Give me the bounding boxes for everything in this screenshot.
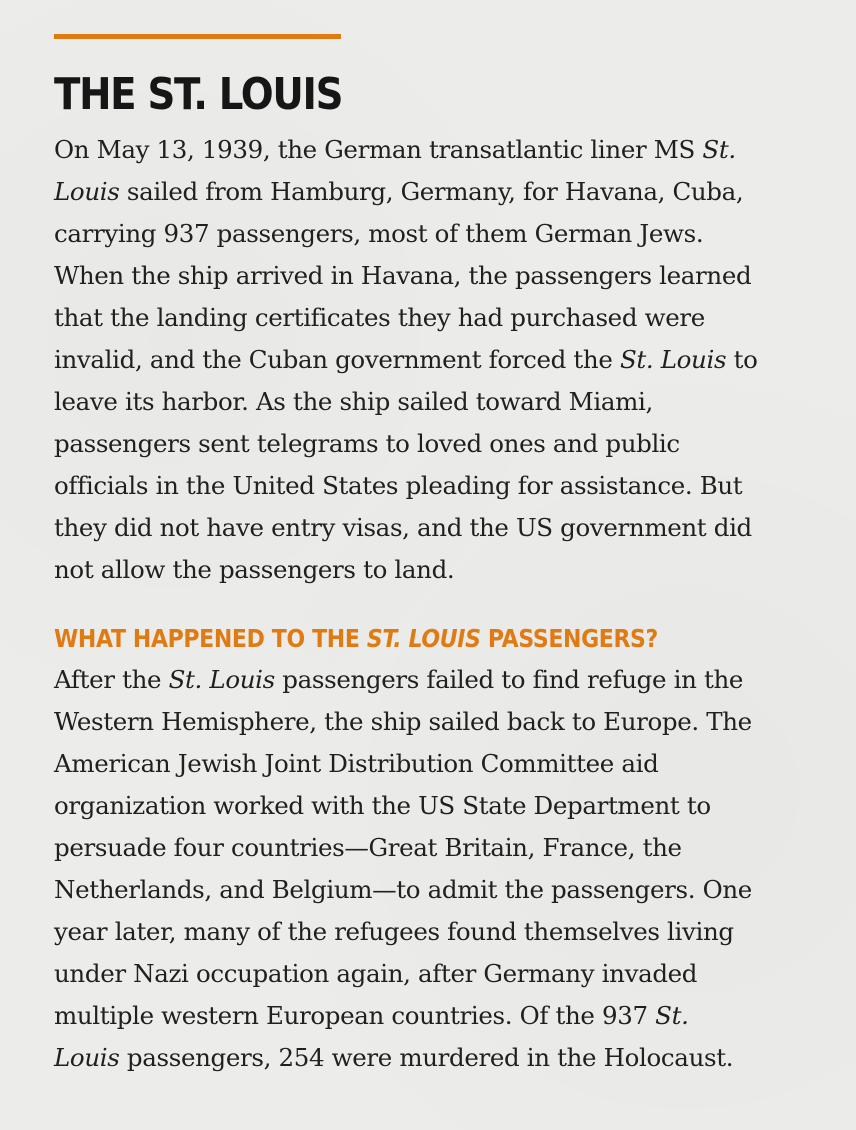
text-line: under Nazi occupation again, after Germany invaded: [54, 959, 698, 988]
text-line: multiple western European countries. Of the 937 St.: [54, 1001, 689, 1030]
accent-rule: [54, 34, 341, 39]
text-line: invalid, and the Cuban government forced the St. Louis to: [54, 345, 758, 374]
text-line: not allow the passengers to land.: [54, 555, 455, 584]
text-line: leave its harbor. As the ship sailed toward Miami,: [54, 387, 653, 416]
section-heading: WHAT HAPPENED TO THE ST. LOUIS PASSENGERS?: [54, 624, 658, 653]
text-line: After the St. Louis passengers failed to find refuge in the: [54, 665, 744, 694]
text-line: Western Hemisphere, the ship sailed back to Europe. The: [54, 707, 752, 736]
text-line: persuade four countries—Great Britain, France, the: [54, 833, 682, 862]
text-line: When the ship arrived in Havana, the passengers learned: [54, 261, 752, 290]
text-line: organization worked with the US State Department to: [54, 791, 711, 820]
text-line: that the landing certificates they had purchased were: [54, 303, 705, 332]
text-line: American Jewish Joint Distribution Committee aid: [54, 749, 659, 778]
section-paragraph: [54, 659, 844, 1079]
text-line: Netherlands, and Belgium—to admit the passengers. One: [54, 875, 752, 904]
text-line: On May 13, 1939, the German transatlantic liner MS St.: [54, 135, 736, 164]
text-line: Louis passengers, 254 were murdered in the Holocaust.: [54, 1043, 734, 1072]
text-line: they did not have entry visas, and the US government did: [54, 513, 752, 542]
text-line: passengers sent telegrams to loved ones and public: [54, 429, 680, 458]
text-line: Louis sailed from Hamburg, Germany, for Havana, Cuba,: [54, 177, 744, 206]
text-line: officials in the United States pleading for assistance. But: [54, 471, 743, 500]
article-panel: [54, 34, 844, 1079]
page-title: THE ST. LOUIS: [54, 69, 343, 120]
intro-paragraph: [54, 129, 844, 591]
text-line: year later, many of the refugees found themselves living: [54, 917, 734, 946]
text-line: carrying 937 passengers, most of them German Jews.: [54, 219, 704, 248]
